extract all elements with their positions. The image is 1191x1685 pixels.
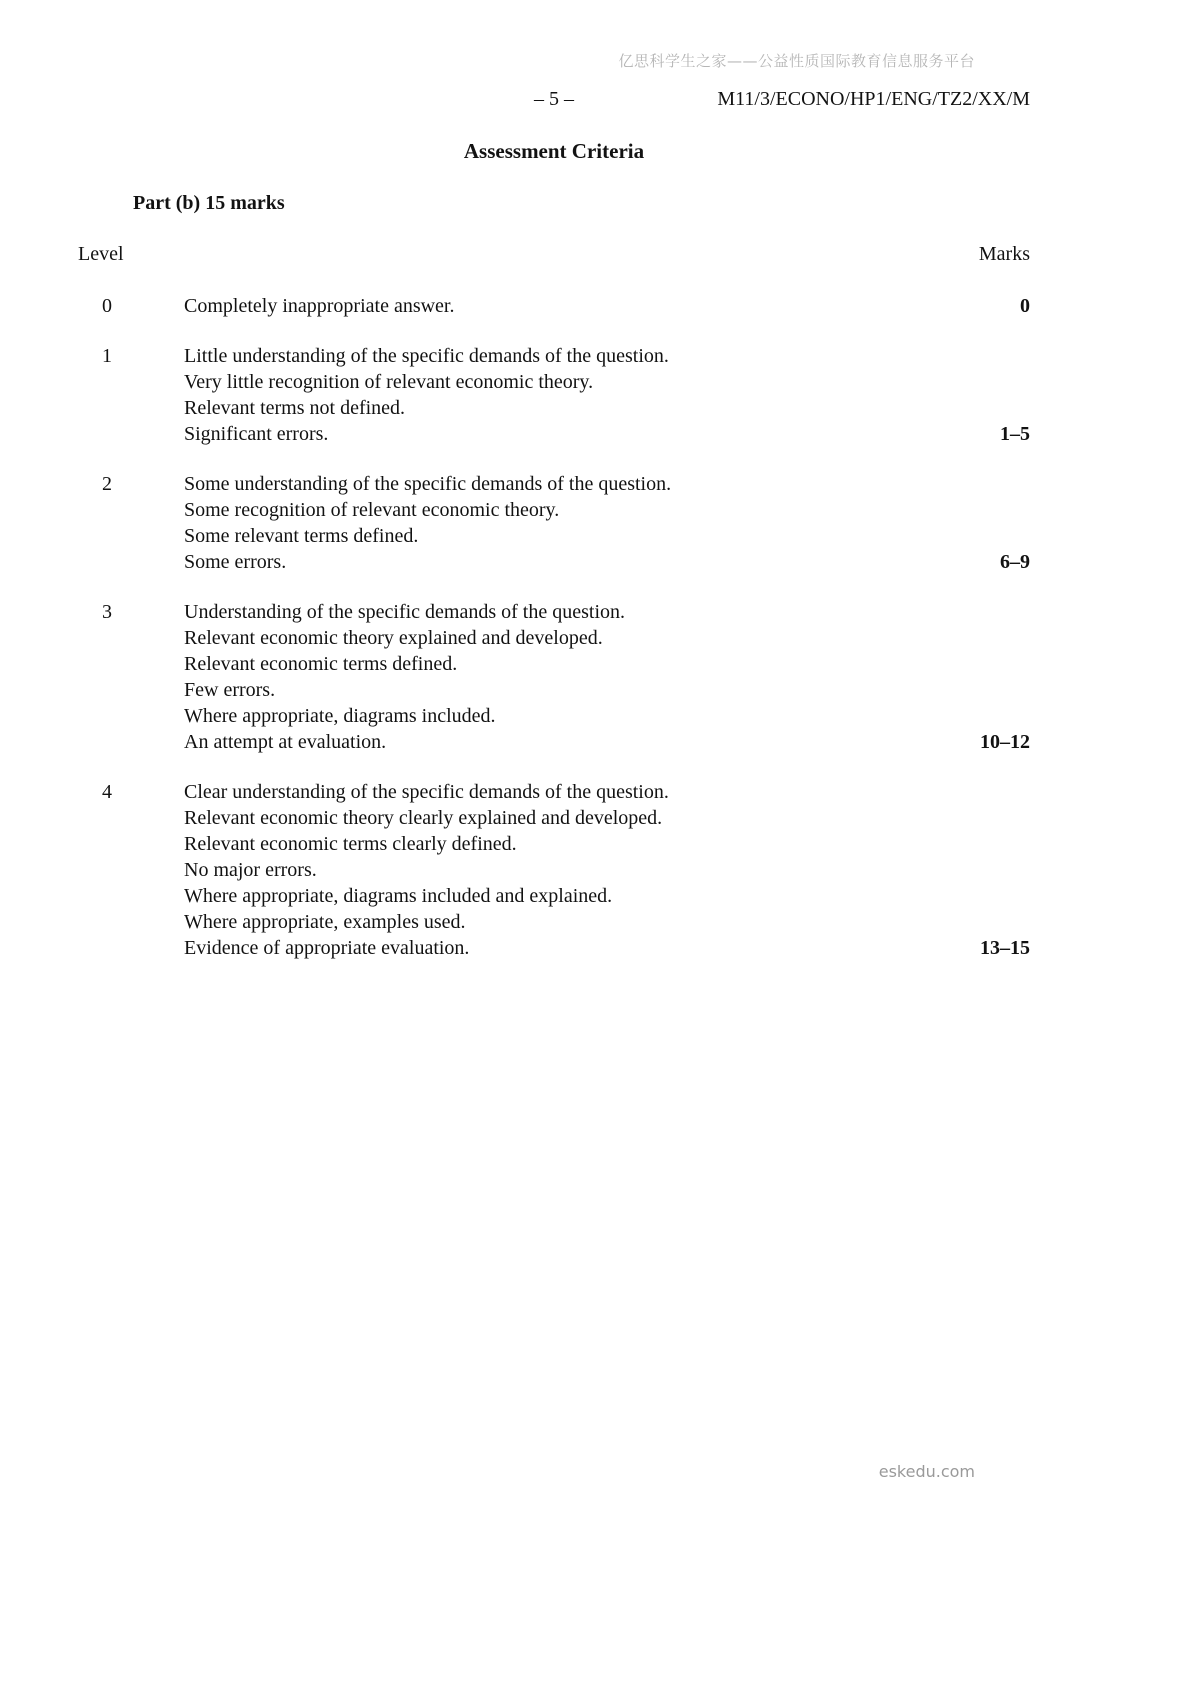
paper-code: M11/3/ECONO/HP1/ENG/TZ2/XX/M (717, 88, 1030, 110)
level-value: 3 (102, 601, 112, 623)
marks-value: 1–5 (1000, 423, 1030, 445)
section-heading: Part (b) 15 marks (133, 192, 285, 214)
criteria-row-level-0 (78, 293, 1030, 319)
criteria-line: Relevant economic theory explained and developed. (184, 627, 603, 649)
criteria-descriptors (184, 343, 970, 447)
document-body (78, 138, 1030, 985)
criteria-descriptors (184, 599, 970, 755)
marks-value: 13–15 (980, 937, 1030, 959)
criteria-descriptors (184, 471, 970, 575)
marks-value: 6–9 (1000, 551, 1030, 573)
marks-column-header: Marks (978, 243, 1030, 265)
criteria-line: Relevant economic terms defined. (184, 653, 458, 675)
criteria-line: Relevant economic theory clearly explained and developed. (184, 807, 663, 829)
level-value: 2 (102, 473, 112, 495)
criteria-row-level-4 (78, 779, 1030, 961)
level-column-header: Level (78, 243, 124, 265)
criteria-line: Few errors. (184, 679, 276, 701)
criteria-descriptors (184, 293, 970, 319)
criteria-line: Where appropriate, diagrams included and explained. (184, 885, 613, 907)
criteria-line: Evidence of appropriate evaluation. (184, 937, 470, 959)
criteria-line: Where appropriate, diagrams included. (184, 705, 496, 727)
criteria-line: Understanding of the specific demands of the question. (184, 601, 625, 623)
table-header-row (78, 241, 1030, 267)
page-title: Assessment Criteria (463, 139, 645, 163)
criteria-line: Some recognition of relevant economic theory. (184, 499, 560, 521)
criteria-line: Relevant economic terms clearly defined. (184, 833, 517, 855)
criteria-line: Clear understanding of the specific demands of the question. (184, 781, 669, 803)
criteria-row-level-2 (78, 471, 1030, 575)
criteria-line: Significant errors. (184, 423, 329, 445)
criteria-line: Where appropriate, examples used. (184, 911, 466, 933)
criteria-line: Relevant terms not defined. (184, 397, 406, 419)
level-value: 1 (102, 345, 112, 367)
criteria-descriptors (184, 779, 970, 961)
criteria-row-level-1 (78, 343, 1030, 447)
site-watermark-bottom: eskedu.com (878, 1462, 975, 1481)
page-number: – 5 – (534, 88, 574, 110)
criteria-row-level-3 (78, 599, 1030, 755)
marks-value: 0 (1020, 295, 1030, 317)
criteria-line: Some errors. (184, 551, 287, 573)
site-watermark-top: 亿思科学生之家——公益性质国际教育信息服务平台 (618, 52, 975, 70)
criteria-line: Little understanding of the specific demands of the question. (184, 345, 669, 367)
criteria-line: Very little recognition of relevant economic theory. (184, 371, 594, 393)
level-value: 0 (102, 295, 112, 317)
criteria-line: No major errors. (184, 859, 317, 881)
criteria-rows (78, 293, 1030, 961)
criteria-line: Completely inappropriate answer. (184, 295, 455, 317)
criteria-line: An attempt at evaluation. (184, 731, 387, 753)
level-value: 4 (102, 781, 112, 803)
criteria-line: Some relevant terms defined. (184, 525, 419, 547)
marks-value: 10–12 (980, 731, 1030, 753)
criteria-line: Some understanding of the specific demands of the question. (184, 473, 672, 495)
